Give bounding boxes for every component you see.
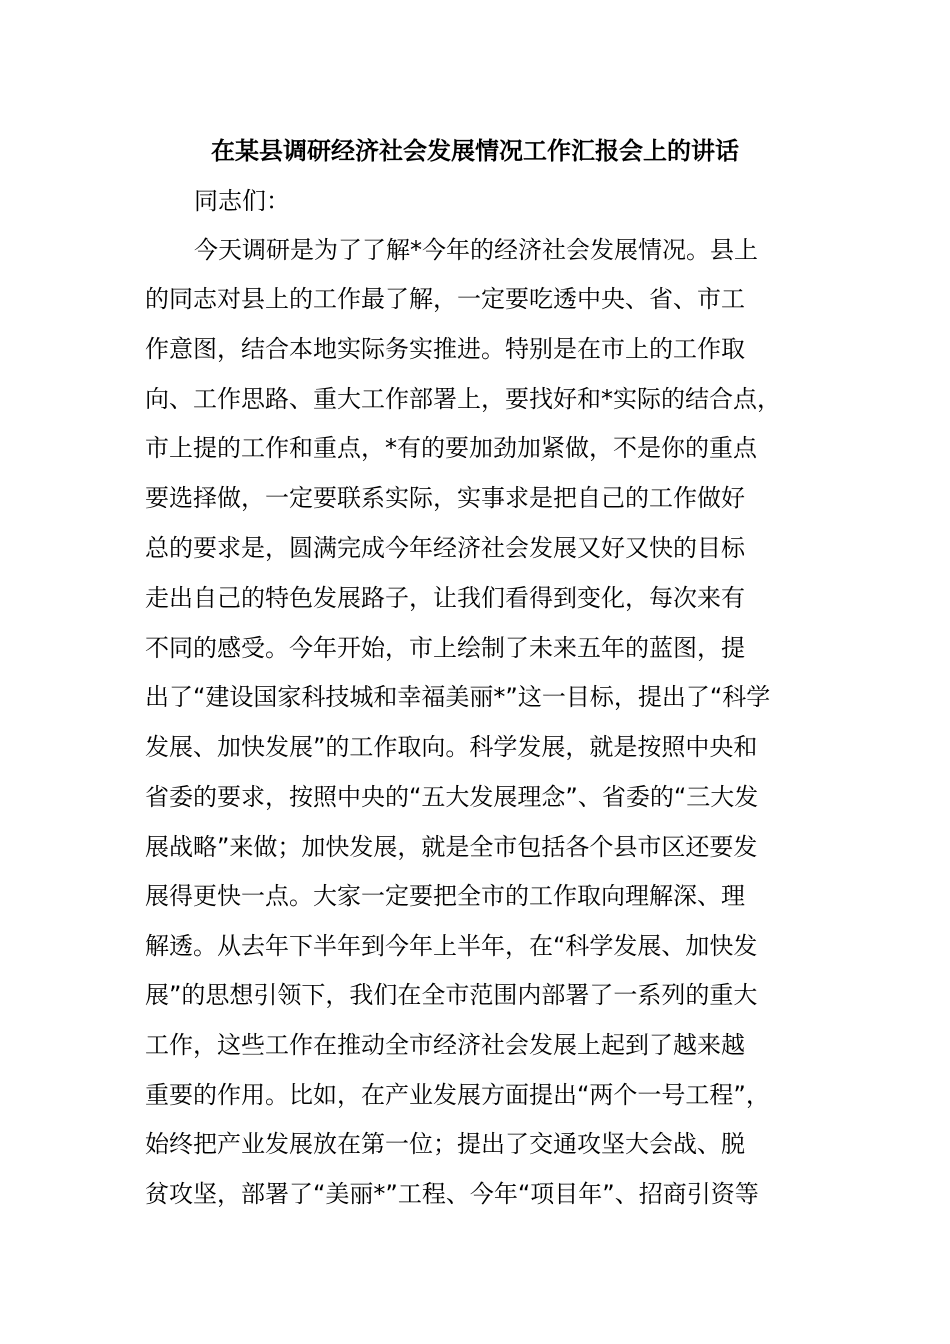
paragraph-line: 总的要求是，圆满完成今年经济社会发展又好又快的目标 bbox=[145, 534, 745, 562]
paragraph-line: 的同志对县上的工作最了解，一定要吃透中央、省、市工 bbox=[145, 285, 745, 313]
paragraph-line: 作意图，结合本地实际务实推进。特别是在市上的工作取 bbox=[145, 335, 745, 363]
paragraph-line: 展战略”来做；加快发展，就是全市包括各个县市区还要发 bbox=[145, 833, 758, 861]
paragraph-line: 要选择做，一定要联系实际，实事求是把自己的工作做好 bbox=[145, 484, 745, 512]
paragraph-line: 重要的作用。比如，在产业发展方面提出“两个一号工程”， bbox=[145, 1081, 770, 1109]
paragraph-line: 今天调研是为了了解*今年的经济社会发展情况。县上 bbox=[194, 236, 758, 264]
paragraph-line: 展”的思想引领下，我们在全市范围内部署了一系列的重大 bbox=[145, 981, 758, 1009]
paragraph-line: 工作，这些工作在推动全市经济社会发展上起到了越来越 bbox=[145, 1031, 745, 1059]
paragraph-line: 不同的感受。今年开始，市上绘制了未来五年的蓝图，提 bbox=[145, 634, 745, 662]
paragraph-line: 发展、加快发展”的工作取向。科学发展，就是按照中央和 bbox=[145, 733, 758, 761]
document-title: 在某县调研经济社会发展情况工作汇报会上的讲话 bbox=[211, 137, 739, 165]
paragraph-line: 始终把产业发展放在第一位；提出了交通攻坚大会战、脱 bbox=[145, 1130, 745, 1158]
paragraph-line: 走出自己的特色发展路子，让我们看得到变化，每次来有 bbox=[145, 584, 745, 612]
paragraph-line: 贫攻坚，部署了“美丽*”工程、今年“项目年”、招商引资等 bbox=[145, 1180, 759, 1208]
paragraph-line: 出了“建设国家科技城和幸福美丽*”这一目标，提出了“科学 bbox=[145, 683, 771, 711]
paragraph-line: 向、工作思路、重大工作部署上，要找好和*实际的结合点， bbox=[145, 385, 781, 413]
paragraph-line: 市上提的工作和重点，*有的要加劲加紧做，不是你的重点 bbox=[145, 434, 757, 462]
paragraph-line: 省委的要求，按照中央的“五大发展理念”、省委的“三大发 bbox=[145, 783, 759, 811]
paragraph-line: 展得更快一点。大家一定要把全市的工作取向理解深、理 bbox=[145, 882, 745, 910]
paragraph-line: 解透。从去年下半年到今年上半年，在“科学发展、加快发 bbox=[145, 932, 758, 960]
salutation: 同志们： bbox=[194, 187, 290, 215]
